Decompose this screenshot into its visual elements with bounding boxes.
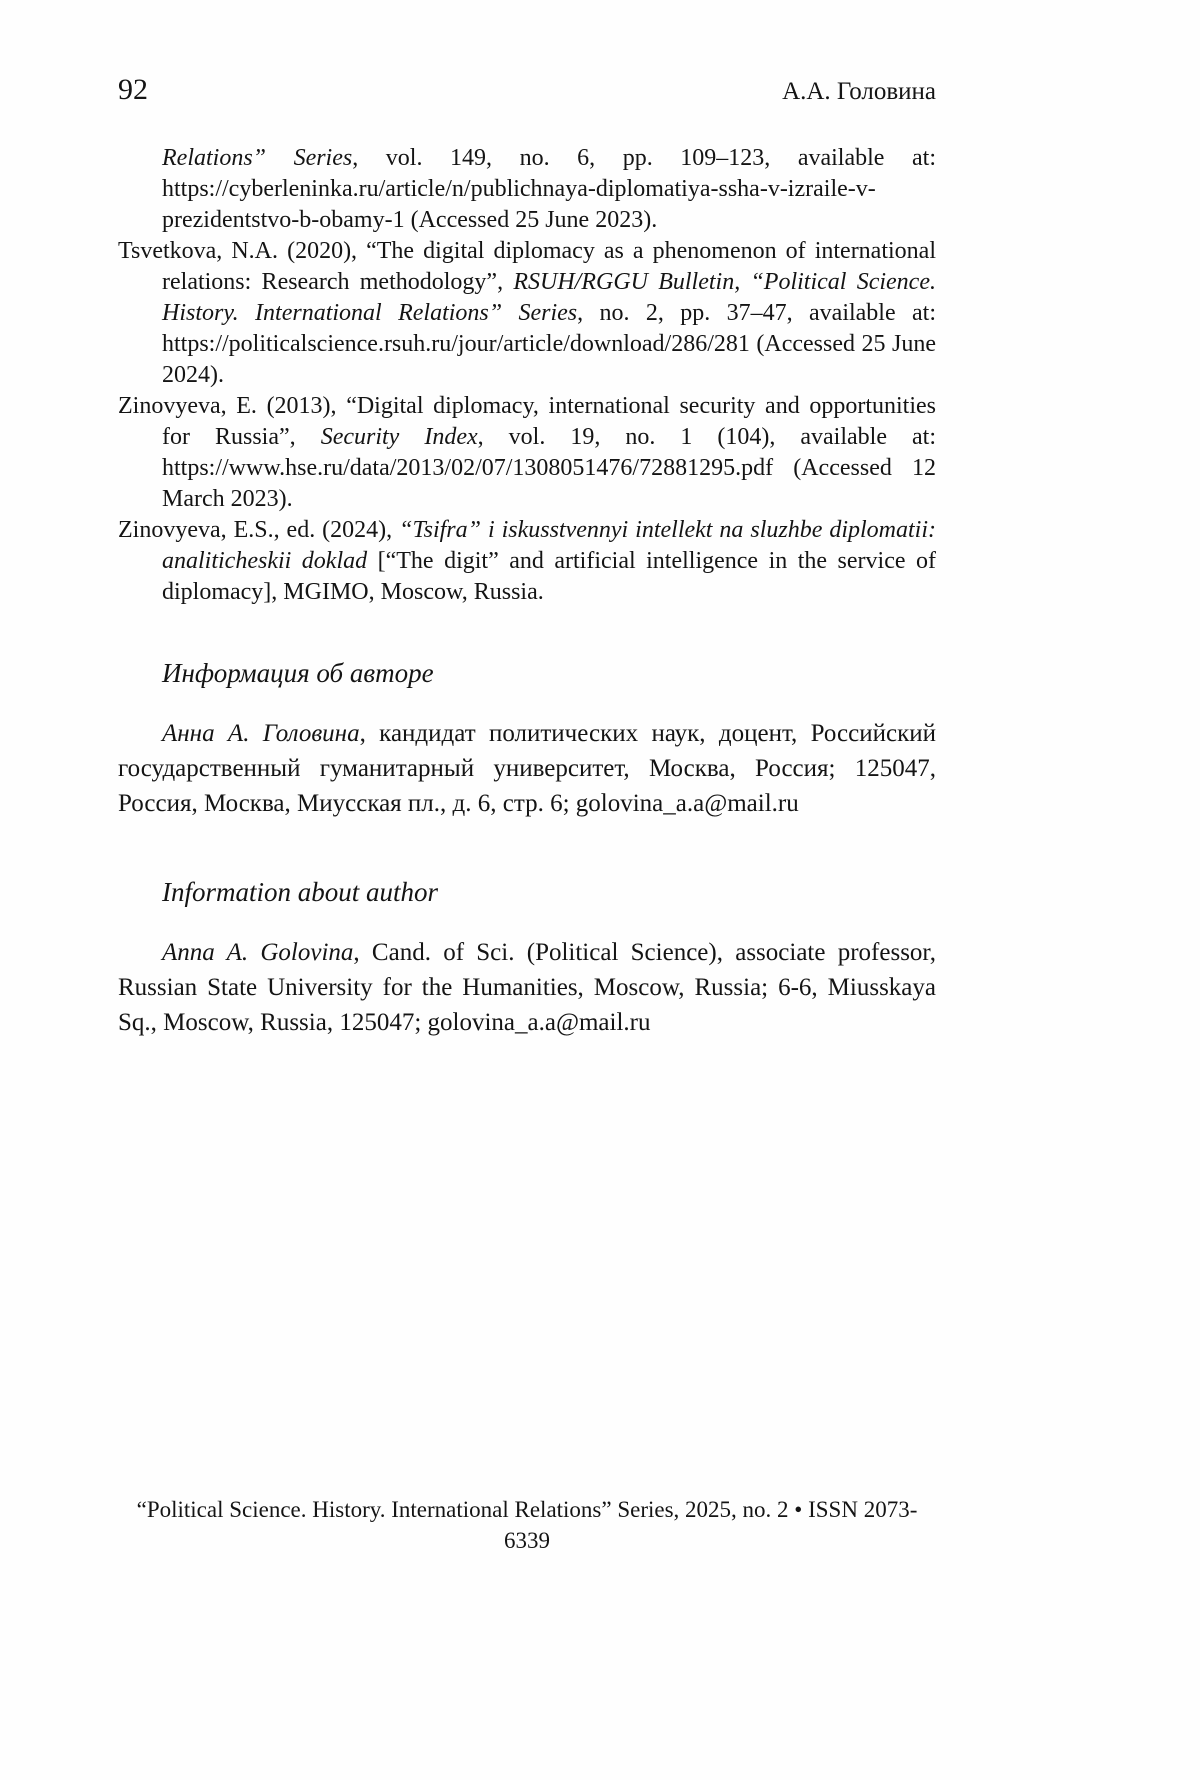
author-info-en-paragraph: Anna A. Golovina, Cand. of Sci. (Political Science), associate professor, Russian State University for the Humanities, Moscow, Russia; 6-6, Miusskaya Sq., Moscow, Russia, 125047; golovina_a.a@mail.ru <box>118 939 936 1036</box>
text-block <box>118 0 936 1040</box>
journal-footer: “Political Science. History. International Relations” Series, 2025, no. 2 • ISSN 2073-6339 <box>136 1497 918 1553</box>
page-header <box>118 74 936 107</box>
section-heading-author-info-en: Information about author <box>162 877 439 907</box>
reference-entry: Relations” Series, vol. 149, no. 6, pp. 109–123, available at: https://cyberleninka.ru/article/n/publichnaya-diplomatiya-ssha-v-izraile-v-prezidentstvo-b-obamy-1 (Accessed 25 June 2023). <box>162 145 936 233</box>
reference-entry: Tsvetkova, N.A. (2020), “The digital diplomacy as a phenomenon of international relations: Research methodology”, RSUH/RGGU Bulletin, “Political Science. History. International Relations” Series, no. 2, pp. 37–47, available at: https://politicalscience.rsuh.ru/jour/article/download/286/281 (Accessed 25 June 2024). <box>118 238 936 388</box>
page-number: 92 <box>118 73 148 106</box>
author-info-ru-paragraph: Анна А. Головина, кандидат политических наук, доцент, Российский государственный гуманитарный университет, Москва, Россия; 125047, Россия, Москва, Миусская пл., д. 6, стр. 6; golovina_a.a@mail.ru <box>118 720 936 817</box>
running-head-author: А.А. Головина <box>782 78 936 105</box>
section-heading-author-info-ru: Информация об авторе <box>162 658 434 688</box>
references-list <box>118 143 936 608</box>
reference-entry: Zinovyeva, E.S., ed. (2024), “Tsifra” i iskusstvennyi intellekt na sluzhbe diplomatii: analiticheskii doklad [“The digit” and artificial intelligence in the service of diplomacy], MGIMO, Moscow, Russia. <box>118 517 937 605</box>
reference-entry: Zinovyeva, E. (2013), “Digital diplomacy, international security and opportunities for Russia”, Security Index, vol. 19, no. 1 (104), available at: https://www.hse.ru/data/2013/02/07/1308051476/72881295.pdf (Accessed 12 March 2023). <box>118 393 936 512</box>
